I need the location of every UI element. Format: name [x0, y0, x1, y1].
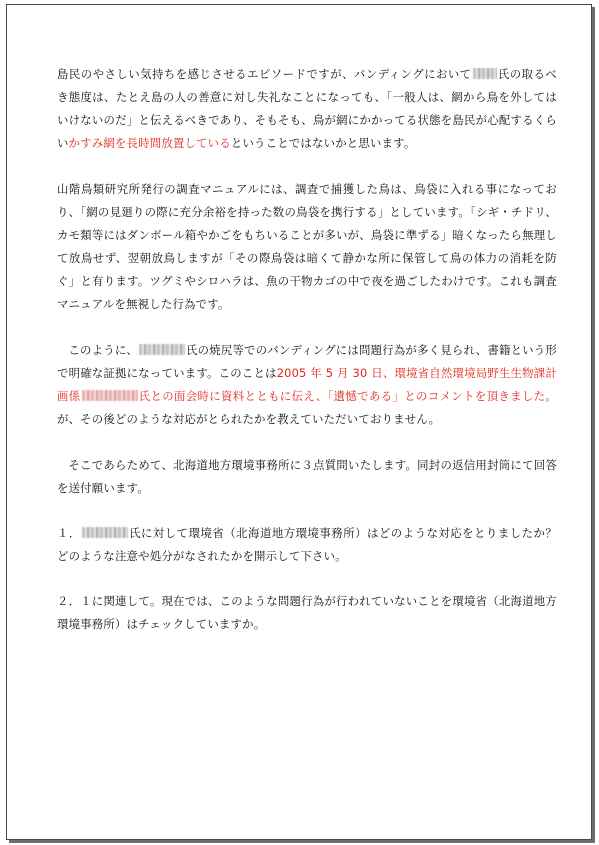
evidence-highlight-comment: 氏との面会時に資料とともに伝え、「遺憾である」とのコメントを頂きました。 — [138, 389, 557, 403]
paragraph-manual — [57, 178, 557, 316]
question-1-text: 氏に対して環境省（北海道地方環境事務所）はどのような対応をとりましたか？どのような注意や処分がなされたかを開示して下さい。 — [57, 526, 558, 563]
question-2-text: ２．１に関連して。現在では、このような問題行為が行われていないことを環境省（北海道地方環境事務所）はチェックしていますか。 — [57, 594, 557, 631]
evidence-text-start: このように、 — [68, 343, 139, 357]
episode-text-middle: 氏の取るべき態度は、たとえ島の人の善意に対し失礼なことになっても、「一般人は、網から鳥を外してはいけないのだ」と伝えるべきであり、そもそも、鳥が網にかかってる状態を島民が心配するくらい — [57, 67, 557, 150]
document-page — [6, 4, 592, 840]
episode-highlight: かすみ網を長時間放置している — [68, 136, 231, 150]
redacted-name — [139, 344, 185, 355]
document-body — [57, 63, 557, 636]
redacted-name — [82, 527, 128, 538]
questions-intro-text: そこであらためて、北海道地方環境事務所に３点質問いたします。同封の返信用封筒にて回答を送付願います。 — [57, 458, 557, 495]
redacted-name — [473, 68, 497, 79]
manual-text: 山階鳥類研究所発行の調査マニュアルには、調査で捕獲した鳥は、鳥袋に入れる事になっており、「網の見廻りの際に充分余裕を持った数の鳥袋を携行する」としています。「シギ・チドリ、カモ類等にはダンボール箱やかごをもちいることが多いが、鳥袋に準ずる」暗くなったら無理して放鳥せず、翌朝放鳥しますが「その際鳥袋は暗くて静かな所に保管して鳥の体力の消耗を防ぐ」と有ります。ツグミやシロハラは、魚の干物カゴの中で夜を過ごしたわけです。これも調査マニュアルを無視した行為です。 — [57, 182, 557, 311]
evidence-text-end: が、その後どのような対応がとられたかを教えていただいておりません。 — [57, 412, 441, 426]
episode-text-end: ということではないかと思います。 — [230, 136, 416, 150]
paragraph-questions-intro — [57, 454, 557, 500]
evidence-highlight-date: 2005 年 5 月 30 日、環境省自然環境局野生生物課計画係 — [57, 366, 557, 403]
question-1 — [57, 522, 557, 568]
question-2 — [57, 590, 557, 636]
question-1-number: １． — [57, 526, 81, 540]
paragraph-episode — [57, 63, 557, 155]
evidence-text-middle: 氏の焼尻等でのバンディングには問題行為が多く見られ、書籍という形で明確な証拠になっています。このことは — [57, 343, 557, 380]
episode-text-start: 島民のやさしい気持ちを感じさせるエピソードですが、バンディングにおいて — [57, 67, 472, 81]
paragraph-evidence — [57, 339, 557, 431]
redacted-official-name — [82, 390, 138, 401]
